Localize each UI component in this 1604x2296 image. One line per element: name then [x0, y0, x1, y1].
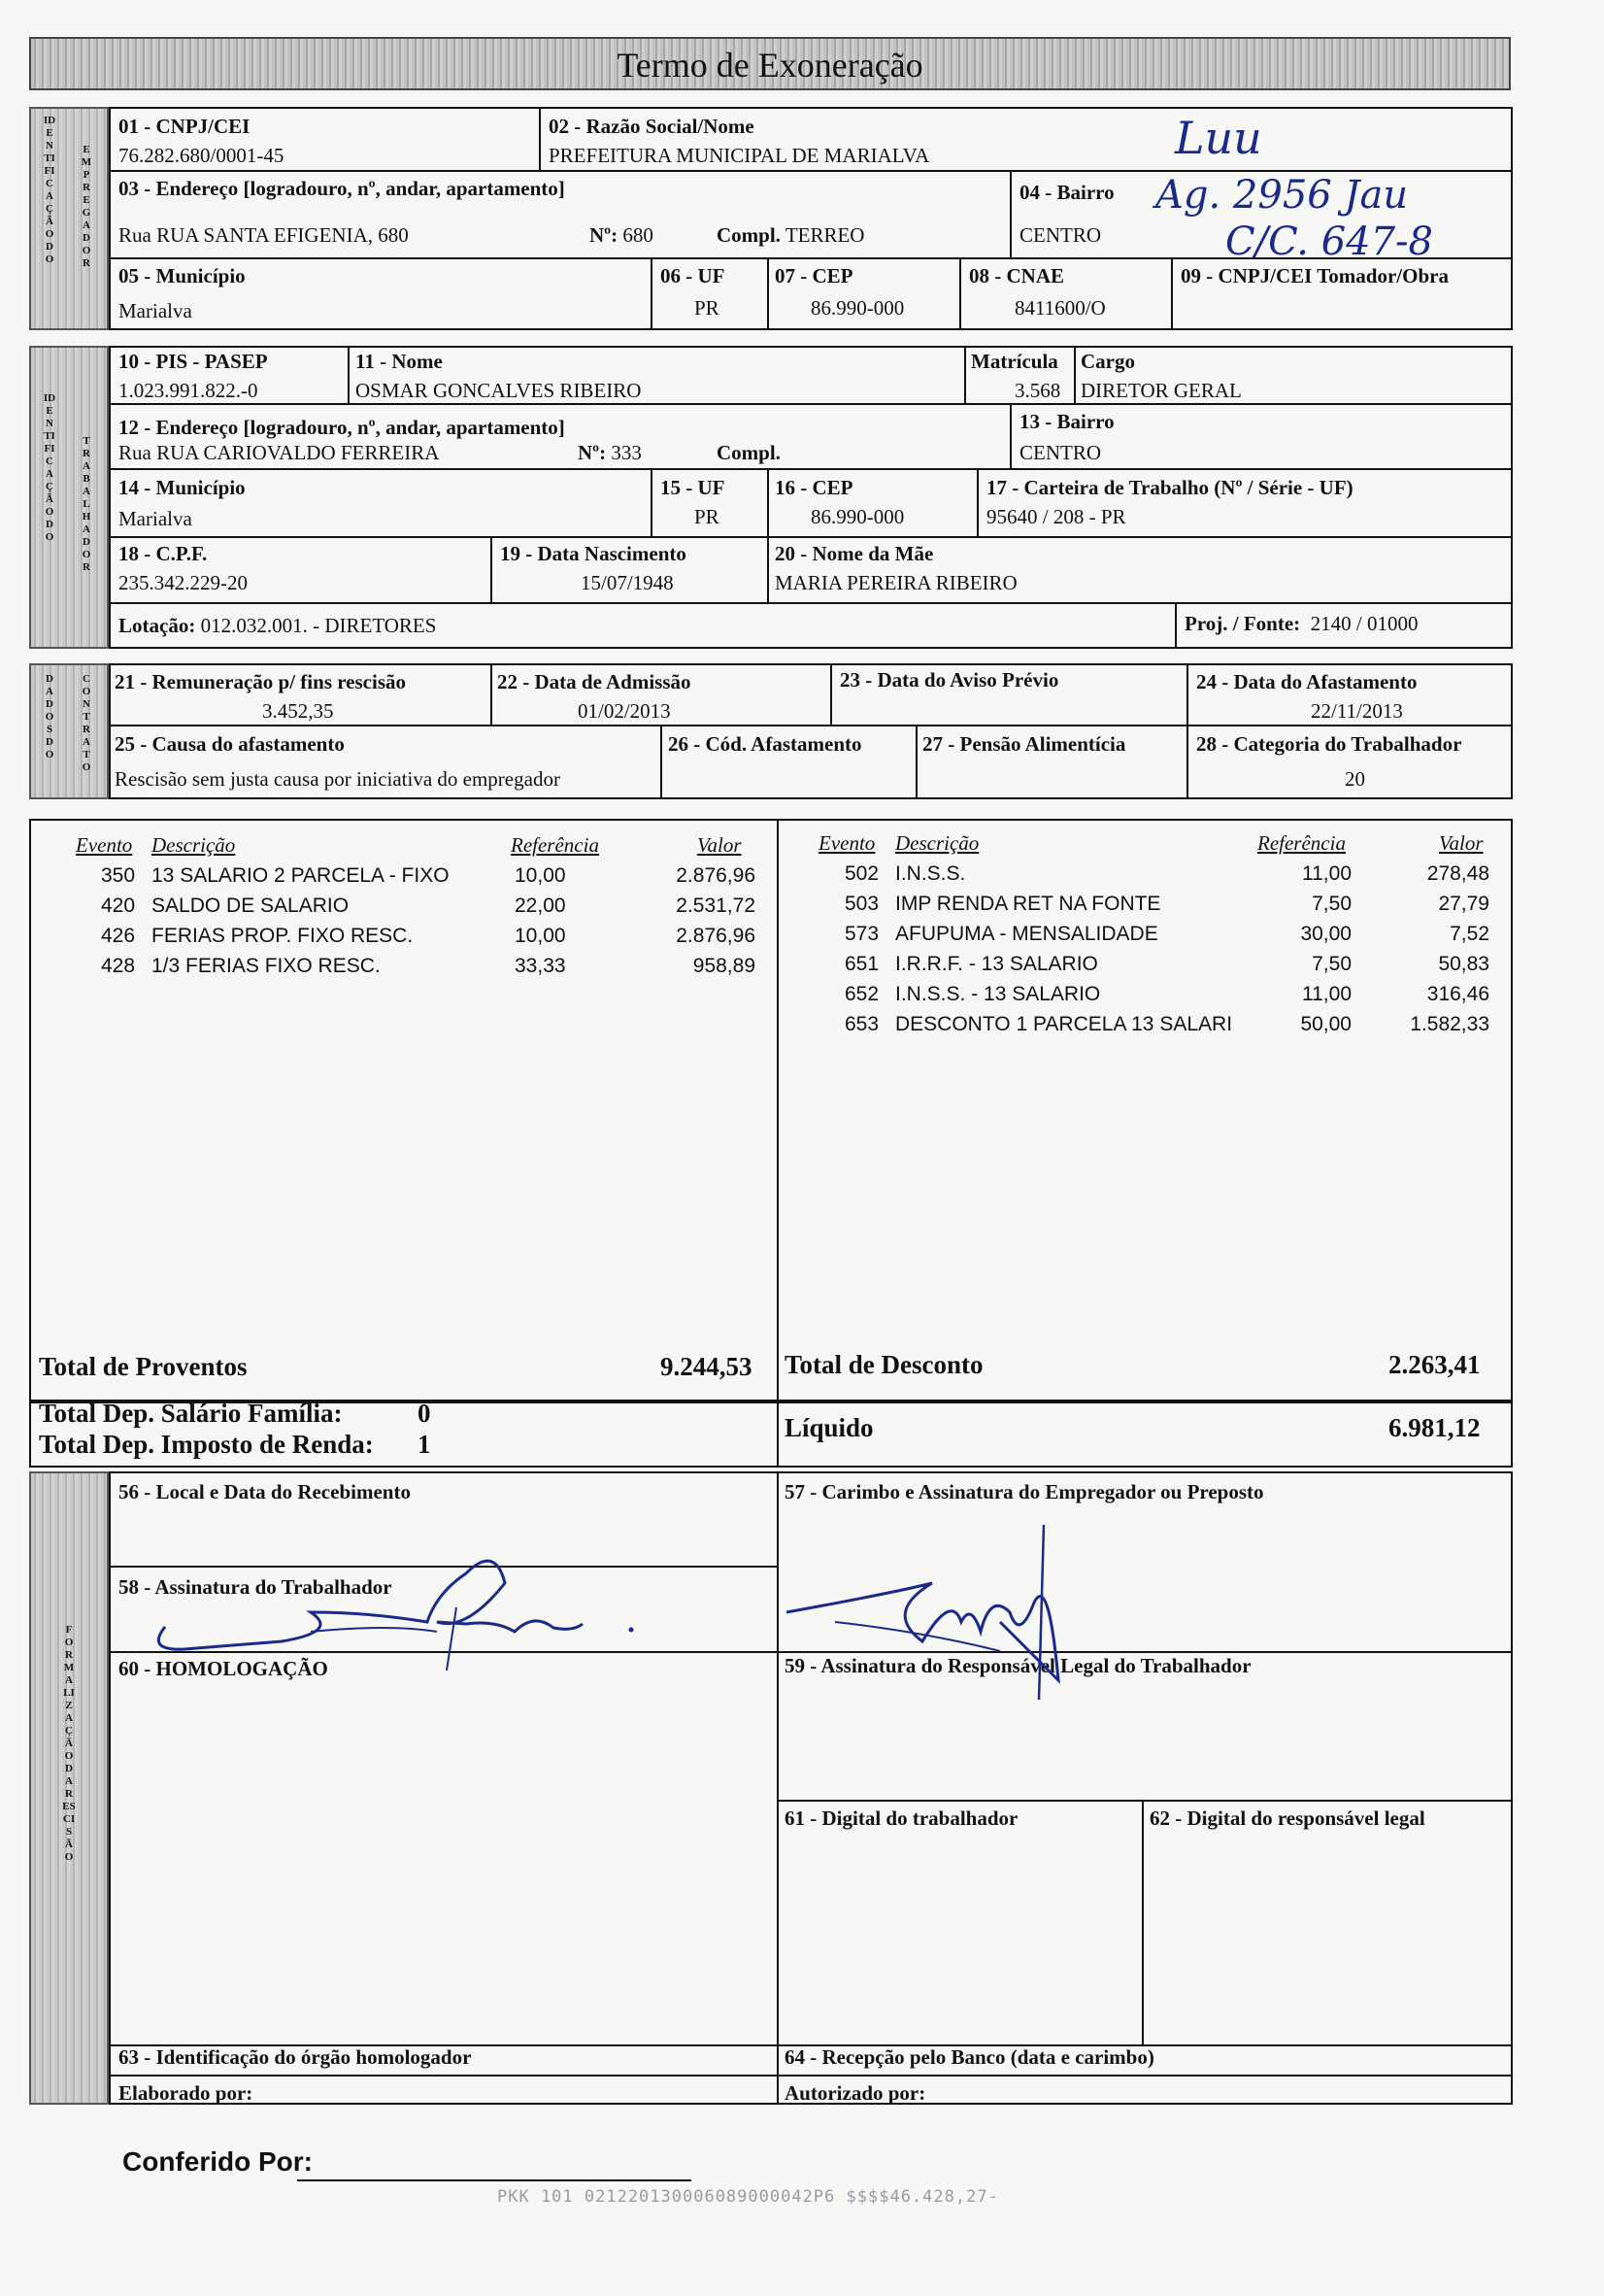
imp-renda-value: 1: [418, 1430, 431, 1459]
conferido-label: Conferido Por:: [122, 2146, 313, 2177]
conferido-signature-line: [297, 2179, 691, 2181]
f18-label: 18 - C.P.F.: [118, 542, 208, 565]
proj-label: Proj. / Fonte:: [1185, 612, 1301, 635]
proj-value: 2140 / 01000: [1310, 612, 1419, 635]
f15-value: PR: [694, 505, 719, 528]
f12-num-value: 333: [611, 441, 642, 464]
f24-label: 24 - Data do Afastamento: [1196, 670, 1418, 693]
rule: [830, 663, 832, 725]
rule: [977, 468, 979, 536]
f16-value: 86.990-000: [811, 505, 905, 528]
proventos-header-evento: Evento: [76, 833, 133, 857]
f12-num-label: Nº:: [578, 441, 607, 464]
f04-label: 04 - Bairro: [1019, 181, 1115, 204]
cargo-label: Cargo: [1081, 350, 1135, 373]
descontos-desc: IMP RENDA RET NA FONTE: [895, 893, 1161, 915]
f19-value: 15/07/1948: [581, 571, 674, 594]
f17-label: 17 - Carteira de Trabalho (Nº / Série - UF): [986, 476, 1353, 499]
descontos-desc: AFUPUMA - MENSALIDADE: [895, 923, 1158, 945]
f03-num-label: Nº:: [589, 223, 618, 247]
proventos-valor: 958,89: [692, 955, 755, 977]
descontos-header-evento: Evento: [819, 831, 876, 855]
rule: [539, 107, 541, 170]
rule: [348, 346, 350, 403]
descontos-ref: 7,50: [1312, 893, 1352, 915]
document-title: Termo de Exoneração: [617, 46, 923, 84]
descontos-valor: 50,83: [1438, 953, 1489, 975]
f03-compl: [717, 223, 864, 248]
descontos-valor: 316,46: [1426, 983, 1489, 1005]
f16-label: 16 - CEP: [775, 476, 853, 499]
f06-value: PR: [694, 296, 719, 320]
proventos-valor: 2.876,96: [676, 925, 755, 947]
f22-value: 01/02/2013: [578, 699, 671, 723]
descontos-cod: 652: [845, 983, 880, 1005]
handwritten-account: C/C. 647-8: [1225, 219, 1434, 264]
rule: [777, 819, 779, 1401]
liquido-value: 6.981,12: [1388, 1413, 1481, 1442]
descontos-ref: 7,50: [1312, 953, 1352, 975]
f14-label: 14 - Município: [118, 476, 246, 499]
total-desconto-label: Total de Desconto: [785, 1350, 984, 1379]
descontos-cod: 651: [845, 953, 880, 975]
autorizado-label: Autorizado por:: [785, 2081, 926, 2105]
proventos-cod: 426: [101, 925, 136, 947]
f05-value: Marialva: [118, 299, 192, 322]
f10-label: 10 - PIS - PASEP: [118, 350, 268, 373]
bank-stamp-text: PKK 101 021220130006089000042P6 $$$$46.428,27-: [497, 2187, 999, 2207]
f28-value: 20: [1345, 767, 1365, 791]
f02-label: 02 - Razão Social/Nome: [549, 115, 754, 138]
proventos-header-referencia: Referência: [511, 833, 599, 857]
f58-label: 58 - Assinatura do Trabalhador: [118, 1575, 392, 1599]
descontos-desc: DESCONTO 1 PARCELA 13 SALARI: [895, 1013, 1233, 1035]
f63-label: 63 - Identificação do órgão homologador: [118, 2045, 472, 2069]
rule: [1175, 602, 1177, 649]
rule: [916, 725, 918, 799]
proj-fonte: [1185, 612, 1419, 636]
proventos-desc: SALDO DE SALARIO: [151, 895, 350, 917]
proventos-cod: 428: [101, 955, 136, 977]
f05-label: 05 - Município: [118, 264, 246, 287]
f14-value: Marialva: [118, 507, 192, 530]
rule: [1142, 1800, 1144, 2044]
matricula-value: 3.568: [1015, 379, 1061, 402]
proventos-ref: 33,33: [515, 955, 566, 977]
proventos-header-descricao: Descrição: [151, 833, 236, 857]
rule: [490, 536, 492, 602]
f02-value: PREFEITURA MUNICIPAL DE MARIALVA: [549, 144, 930, 167]
f26-label: 26 - Cód. Afastamento: [668, 732, 862, 756]
rule: [767, 257, 769, 330]
rule: [1171, 257, 1173, 330]
worker-signature: [146, 1535, 651, 1680]
rule: [109, 536, 1513, 538]
f57-label: 57 - Carimbo e Assinatura do Empregador ou Preposto: [785, 1480, 1264, 1503]
f56-label: 56 - Local e Data do Recebimento: [118, 1480, 411, 1503]
descontos-valor: 7,52: [1450, 923, 1489, 945]
f18-value: 235.342.229-20: [118, 571, 248, 594]
f15-label: 15 - UF: [660, 476, 725, 499]
f19-label: 19 - Data Nascimento: [500, 542, 686, 565]
f04-value: CENTRO: [1019, 223, 1101, 247]
lotacao-label: Lotação:: [118, 614, 196, 637]
descontos-valor: 1.582,33: [1410, 1013, 1489, 1035]
employer-side-label-b: EMPREGADOR: [81, 144, 92, 269]
descontos-ref: 11,00: [1302, 983, 1352, 1005]
descontos-cod: 502: [845, 862, 880, 885]
rule: [767, 468, 769, 536]
f03-compl-value: TERREO: [785, 223, 865, 247]
f23-label: 23 - Data do Aviso Prévio: [840, 668, 1059, 692]
rule: [490, 663, 492, 725]
f20-value: MARIA PEREIRA RIBEIRO: [775, 571, 1018, 594]
cargo-value: DIRETOR GERAL: [1081, 379, 1242, 402]
f10-value: 1.023.991.822.-0: [118, 379, 258, 402]
descontos-cod: 503: [845, 893, 880, 915]
matricula-label: Matrícula: [971, 350, 1058, 373]
descontos-ref: 30,00: [1300, 923, 1352, 945]
rule: [660, 725, 662, 799]
f25-value: Rescisão sem justa causa por iniciativa do empregador: [115, 767, 560, 791]
rule: [964, 346, 966, 403]
f01-value: 76.282.680/0001-45: [118, 144, 284, 167]
f21-value: 3.452,35: [262, 699, 334, 723]
descontos-cod: 653: [845, 1013, 880, 1035]
descontos-header-valor: Valor: [1439, 831, 1484, 855]
f03-label: 03 - Endereço [logradouro, nº, andar, apartamento]: [118, 177, 565, 200]
f07-value: 86.990-000: [811, 296, 905, 320]
employer-side-bar: [29, 107, 109, 330]
proventos-header-valor: Valor: [697, 833, 742, 857]
imp-renda-label: Total Dep. Imposto de Renda:: [39, 1430, 374, 1459]
proventos-desc: FERIAS PROP. FIXO RESC.: [151, 925, 414, 947]
f03-num-value: 680: [622, 223, 653, 247]
f08-label: 08 - CNAE: [969, 264, 1064, 287]
f24-value: 22/11/2013: [1311, 699, 1403, 723]
employer-side-label-a: IDENTIFICAÇÃO DO: [43, 115, 56, 265]
rule: [777, 1800, 1513, 1802]
rule: [959, 257, 961, 330]
f08-value: 8411600/O: [1015, 296, 1106, 320]
f01-label: 01 - CNPJ/CEI: [118, 115, 251, 138]
f12-compl-label: Compl.: [717, 441, 781, 464]
rule: [109, 403, 1513, 405]
descontos-valor: 27,79: [1438, 893, 1489, 915]
contract-side-label-b: CONTRATO: [82, 673, 91, 773]
f62-label: 62 - Digital do responsável legal: [1150, 1806, 1425, 1830]
proventos-valor: 2.531,72: [676, 895, 755, 917]
rule: [109, 2075, 1513, 2077]
rule: [1186, 663, 1188, 799]
formalization-side-label: FORMALIZAÇÃO DA RESCISÃO: [62, 1624, 76, 1863]
proventos-cod: 420: [101, 895, 136, 917]
f13-label: 13 - Bairro: [1019, 410, 1115, 433]
f28-label: 28 - Categoria do Trabalhador: [1196, 732, 1462, 756]
descontos-valor: 278,48: [1426, 862, 1489, 885]
f59-label: 59 - Assinatura do Responsável Legal do Trabalhador: [785, 1654, 1252, 1677]
descontos-ref: 11,00: [1302, 862, 1352, 885]
rule: [1074, 346, 1076, 403]
worker-side-label-b: TRABALHADOR: [82, 435, 91, 573]
proventos-valor: 2.876,96: [676, 864, 755, 887]
rule: [767, 536, 769, 602]
contract-side-bar: [29, 663, 109, 799]
f13-value: CENTRO: [1019, 441, 1101, 464]
f20-label: 20 - Nome da Mãe: [775, 542, 934, 565]
lotacao-value: 012.032.001. - DIRETORES: [200, 614, 437, 637]
rule: [109, 725, 1513, 726]
proventos-ref: 10,00: [515, 864, 566, 887]
rule: [109, 170, 1513, 172]
descontos-ref: 50,00: [1300, 1013, 1352, 1035]
handwritten-signature-initial: Luu: [1175, 112, 1262, 164]
rule: [651, 468, 652, 536]
f17-value: 95640 / 208 - PR: [986, 505, 1126, 528]
f11-label: 11 - Nome: [355, 350, 443, 373]
f12-label: 12 - Endereço [logradouro, nº, andar, apartamento]: [118, 416, 565, 439]
worker-side-label-a: IDENTIFICAÇÃO DO: [43, 392, 56, 543]
handwritten-agency: Ag. 2956 Jau: [1155, 173, 1409, 218]
formalization-side-bar: [29, 1471, 109, 2105]
sal-fam-value: 0: [418, 1399, 431, 1428]
sal-fam-label: Total Dep. Salário Família:: [39, 1399, 343, 1428]
f22-label: 22 - Data de Admissão: [497, 670, 691, 693]
proventos-ref: 10,00: [515, 925, 566, 947]
contract-side-label-a: DADOS DO: [45, 673, 54, 760]
descontos-desc: I.N.S.S. - 13 SALARIO: [895, 983, 1101, 1005]
f09-label: 09 - CNPJ/CEI Tomador/Obra: [1181, 264, 1449, 287]
total-proventos-value: 9.244,53: [660, 1352, 752, 1381]
descontos-header-referencia: Referência: [1257, 831, 1346, 855]
f11-value: OSMAR GONCALVES RIBEIRO: [355, 379, 642, 402]
proventos-ref: 22,00: [515, 895, 566, 917]
proventos-desc: 1/3 FERIAS FIXO RESC.: [151, 955, 381, 977]
proventos-cod: 350: [101, 864, 136, 887]
f21-label: 21 - Remuneração p/ fins rescisão: [115, 670, 406, 693]
liquido-label: Líquido: [785, 1413, 874, 1442]
rule: [1010, 403, 1012, 468]
f25-label: 25 - Causa do afastamento: [115, 732, 345, 756]
f12-value: Rua RUA CARIOVALDO FERREIRA: [118, 441, 440, 464]
rule: [777, 1401, 779, 1468]
total-proventos-label: Total de Proventos: [39, 1352, 248, 1381]
f12-num: [578, 441, 642, 465]
f27-label: 27 - Pensão Alimentícia: [922, 732, 1126, 756]
f06-label: 06 - UF: [660, 264, 725, 287]
descontos-desc: I.R.R.F. - 13 SALARIO: [895, 953, 1098, 975]
rule: [651, 257, 652, 330]
employer-signature: [777, 1515, 1087, 1709]
f61-label: 61 - Digital do trabalhador: [785, 1806, 1019, 1830]
f60-label: 60 - HOMOLOGAÇÃO: [118, 1657, 328, 1680]
rule: [109, 468, 1513, 470]
proventos-desc: 13 SALARIO 2 PARCELA - FIXO: [151, 864, 450, 887]
f03-value: Rua RUA SANTA EFIGENIA, 680: [118, 223, 409, 247]
rule: [109, 602, 1513, 604]
rule: [1010, 170, 1012, 257]
title-bar: [29, 37, 1511, 90]
total-desconto-value: 2.263,41: [1388, 1350, 1481, 1379]
descontos-desc: I.N.S.S.: [895, 862, 966, 885]
f64-label: 64 - Recepção pelo Banco (data e carimbo): [785, 2045, 1154, 2069]
lotacao: [118, 614, 436, 638]
f03-num: [589, 223, 653, 248]
f07-label: 07 - CEP: [775, 264, 853, 287]
worker-side-bar: [29, 346, 109, 649]
f03-compl-label: Compl.: [717, 223, 781, 247]
descontos-header-descricao: Descrição: [895, 831, 980, 855]
descontos-cod: 573: [845, 923, 880, 945]
elaborado-label: Elaborado por:: [118, 2081, 253, 2105]
